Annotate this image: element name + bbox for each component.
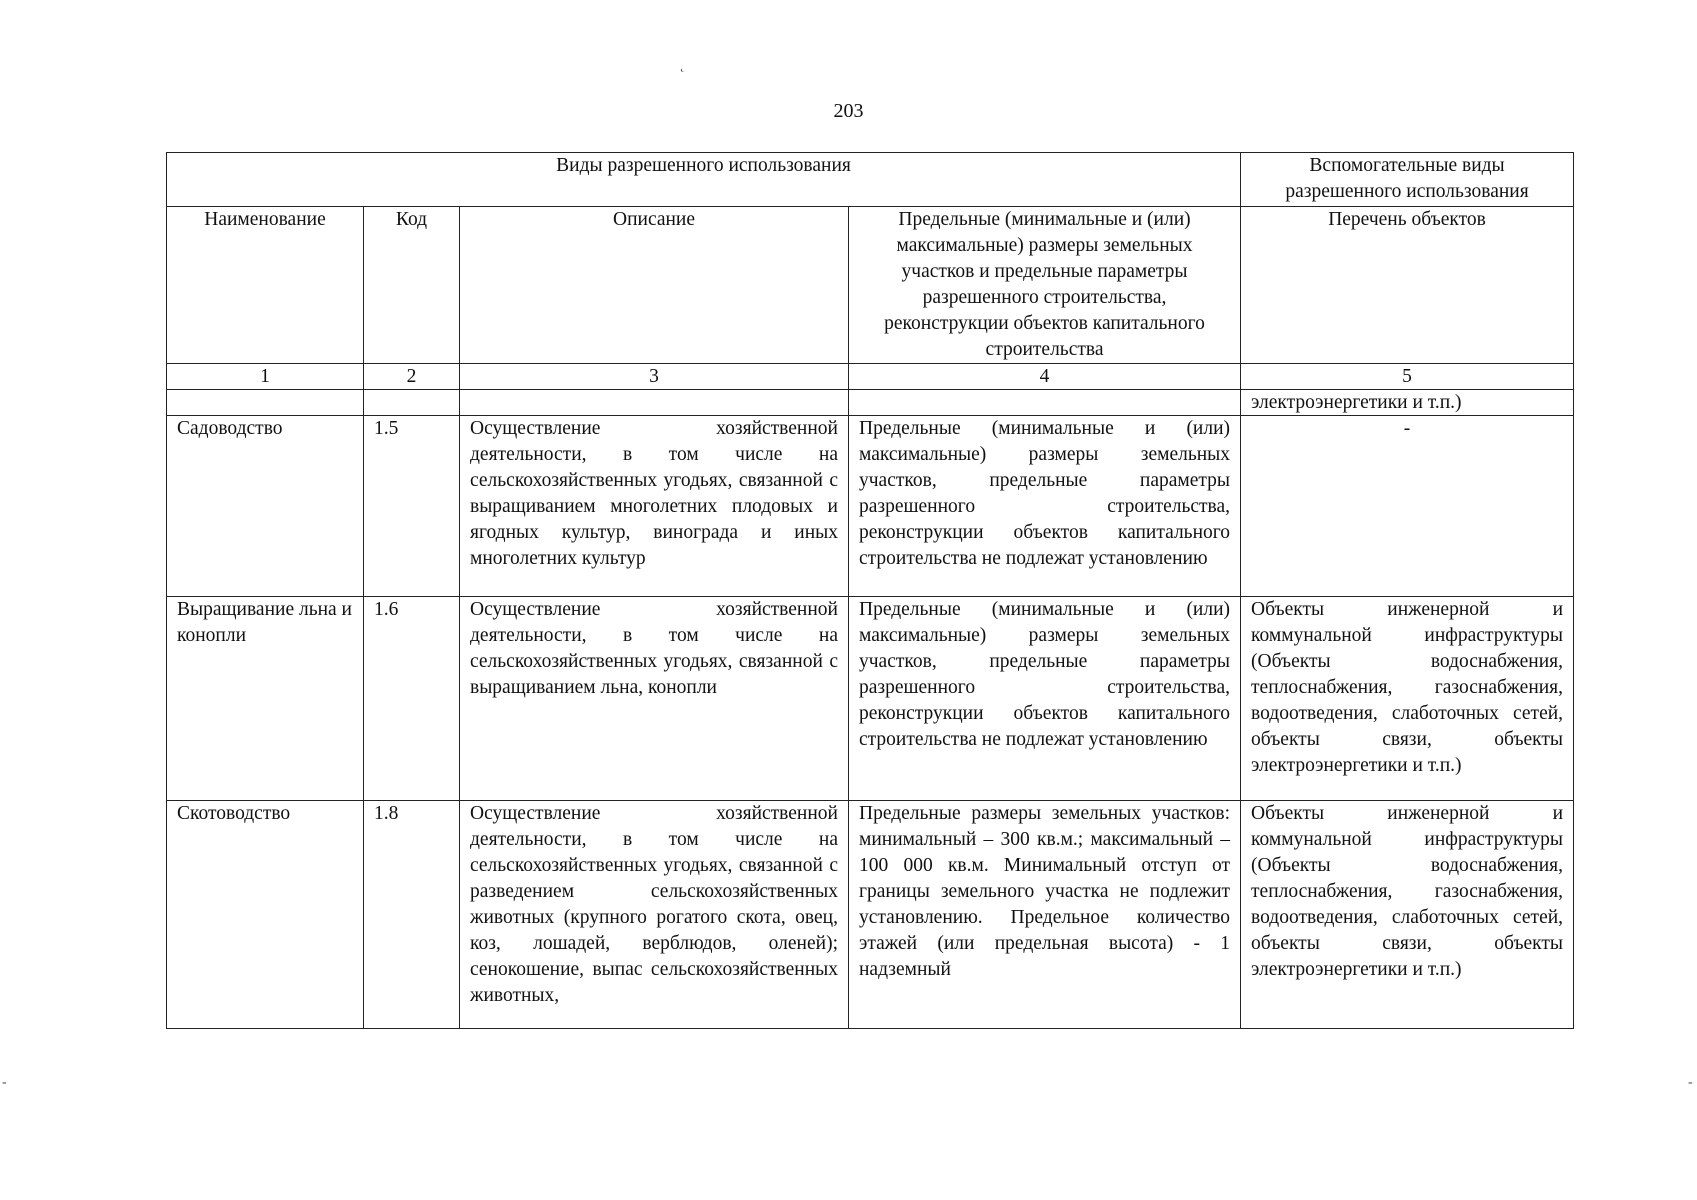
column-number: 3 [460, 364, 849, 390]
header-objects: Перечень объектов [1241, 207, 1574, 364]
table-row [167, 801, 1574, 1029]
auxiliary-uses-header: Вспомогательные виды разрешенного использования [1241, 153, 1574, 207]
page-number: 203 [833, 100, 864, 122]
table-row [167, 597, 1574, 801]
group-header-row [167, 153, 1574, 207]
column-number: 5 [1241, 364, 1574, 390]
permitted-use-table [166, 152, 1574, 1029]
header-code: Код [364, 207, 460, 364]
scan-mark-left: - [2, 1075, 7, 1090]
use-name: Выращивание льна и конопли [167, 597, 364, 801]
column-number: 2 [364, 364, 460, 390]
use-objects: Объекты инженерной и коммунальной инфраструктуры (Объекты водоснабжения, теплоснабжения, газоснабжения, водоотведения, слаботочных сетей, объекты связи, объекты электроэнергетики и т.п.) [1241, 801, 1574, 1029]
use-objects: Объекты инженерной и коммунальной инфраструктуры (Объекты водоснабжения, теплоснабжения, газоснабжения, водоотведения, слаботочных сетей, объекты связи, объекты электроэнергетики и т.п.) [1241, 597, 1574, 801]
use-limits: Предельные размеры земельных участков: минимальный – 300 кв.м.; максимальный – 100 000 кв.м. Минимальный отступ от границы земельного участка не подлежит установлению. Предельное количество этажей (или предельная высота) - 1 надземный [849, 801, 1241, 1029]
use-name: Садоводство [167, 416, 364, 597]
permitted-uses-header: Виды разрешенного использования [167, 153, 1241, 207]
use-code: 1.6 [364, 597, 460, 801]
table-row [167, 416, 1574, 597]
use-limits: Предельные (минимальные и (или) максимальные) размеры земельных участков, предельные параметры разрешенного строительства, реконструкции объектов капитального строительства не подлежат установлению [849, 597, 1241, 801]
use-description: Осуществление хозяйственной деятельности, в том числе на сельскохозяйственных угодьях, связанной с выращиванием многолетних плодовых и ягодных культур, винограда и иных многолетних культур [460, 416, 849, 597]
use-name: Скотоводство [167, 801, 364, 1029]
scan-mark-top: ˛ [680, 58, 685, 73]
empty-cell [849, 390, 1241, 416]
use-description: Осуществление хозяйственной деятельности, в том числе на сельскохозяйственных угодьях, связанной с разведением сельскохозяйственных животных (крупного рогатого скота, овец, коз, лошадей, верблюдов, оленей); сенокошение, выпас сельскохозяйственных животных, [460, 801, 849, 1029]
empty-cell [460, 390, 849, 416]
empty-cell [167, 390, 364, 416]
header-name: Наименование [167, 207, 364, 364]
empty-cell [364, 390, 460, 416]
use-code: 1.8 [364, 801, 460, 1029]
continued-objects-cell: электроэнергетики и т.п.) [1241, 390, 1574, 416]
column-number: 4 [849, 364, 1241, 390]
column-number-row [167, 364, 1574, 390]
use-code: 1.5 [364, 416, 460, 597]
use-limits: Предельные (минимальные и (или) максимальные) размеры земельных участков, предельные параметры разрешенного строительства, реконструкции объектов капитального строительства не подлежат установлению [849, 416, 1241, 597]
scan-mark-right: - [1688, 1075, 1693, 1090]
continuation-row [167, 390, 1574, 416]
column-number: 1 [167, 364, 364, 390]
use-description: Осуществление хозяйственной деятельности, в том числе на сельскохозяйственных угодьях, связанной с выращиванием льна, конопли [460, 597, 849, 801]
header-limits: Предельные (минимальные и (или) максимальные) размеры земельных участков и предельные параметры разрешенного строительства, реконструкции объектов капитального строительства [849, 207, 1241, 364]
use-objects: - [1241, 416, 1574, 597]
column-header-row [167, 207, 1574, 364]
header-description: Описание [460, 207, 849, 364]
